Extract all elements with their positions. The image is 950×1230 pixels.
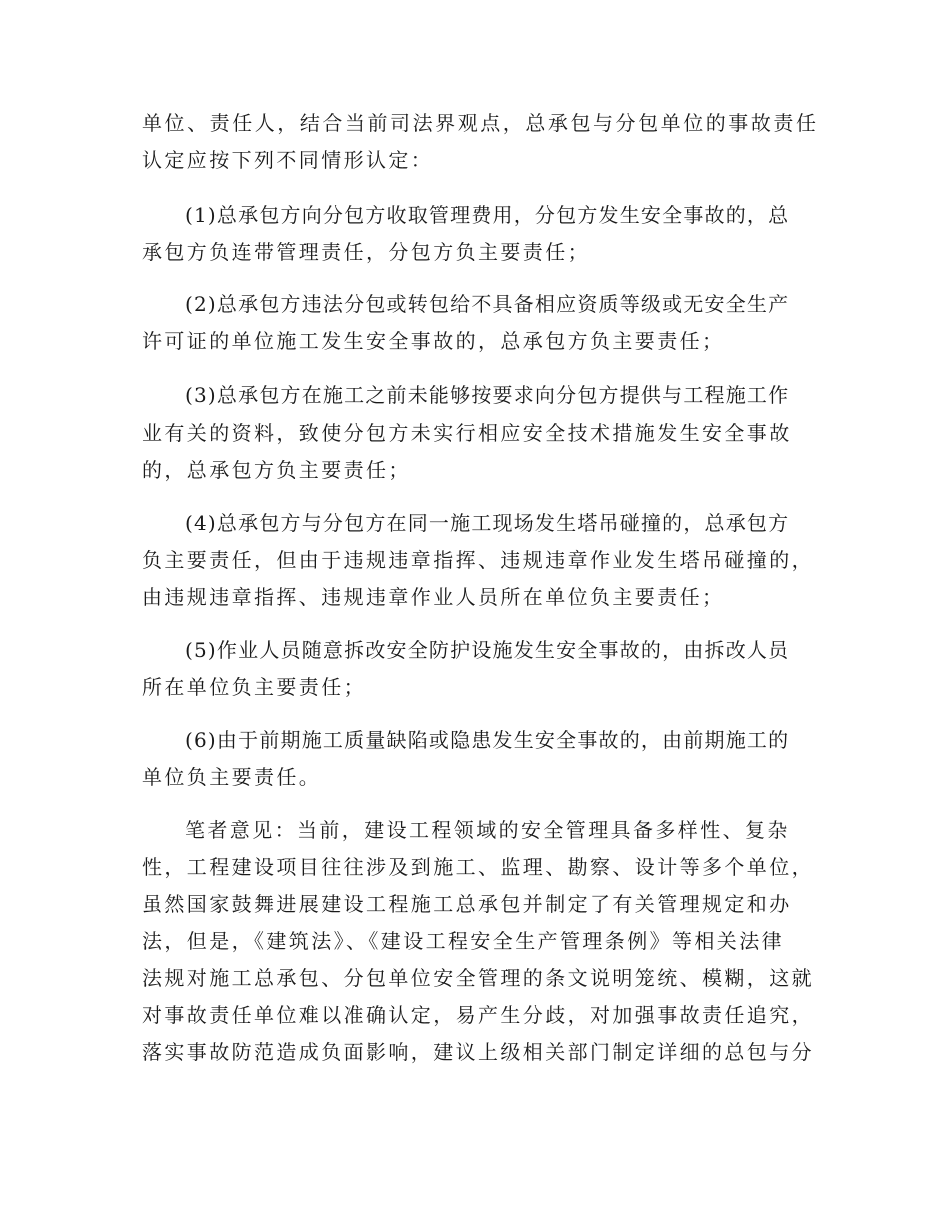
item-6-line-2: 单位负主要责任。 bbox=[142, 765, 322, 789]
item-5-line-1: (5)作业人员随意拆改安全防护设施发生安全事故的，由拆改人员 bbox=[185, 638, 790, 662]
intro-line-2: 认定应按下列不同情形认定： bbox=[142, 148, 434, 172]
item-1-line-1: (1)总承包方向分包方收取管理费用，分包方发生安全事故的，总 bbox=[185, 203, 790, 227]
opinion-line-1: 笔者意见：当前，建设工程领域的安全管理具备多样性、复杂 bbox=[185, 818, 790, 842]
item-3-line-2: 业有关的资料，致使分包方未实行相应安全技术措施发生安全事故 bbox=[142, 421, 792, 445]
item-4-line-1: (4)总承包方与分包方在同一施工现场发生塔吊碰撞的，总承包方 bbox=[185, 511, 790, 535]
opinion-line-7: 落实事故防范造成负面影响，建议上级相关部门制定详细的总包与分 bbox=[142, 1040, 814, 1064]
opinion-line-3: 虽然国家鼓舞进展建设工程施工总承包并制定了有关管理规定和办 bbox=[142, 892, 792, 916]
opinion-line-4: 法，但是，《建筑法》、《建设工程安全生产管理条例》等相关法律 bbox=[142, 929, 784, 953]
item-1-line-2: 承包方负连带管理责任，分包方负主要责任； bbox=[142, 240, 590, 264]
item-3-line-3: 的，总承包方负主要责任； bbox=[142, 458, 411, 482]
item-6-line-1: (6)由于前期施工质量缺陷或隐患发生安全事故的，由前期施工的 bbox=[185, 728, 790, 752]
opinion-line-6: 对事故责任单位难以准确认定，易产生分歧，对加强事故责任追究， bbox=[142, 1003, 814, 1027]
item-2-line-2: 许可证的单位施工发生安全事故的，总承包方负主要责任； bbox=[142, 329, 725, 353]
intro-line-1: 单位、责任人，结合当前司法界观点，总承包与分包单位的事故责任 bbox=[142, 111, 819, 135]
item-4-line-2: 负主要责任，但由于违规违章指挥、违规违章作业发生塔吊碰撞的， bbox=[142, 548, 814, 572]
item-5-line-2: 所在单位负主要责任； bbox=[142, 675, 366, 699]
item-4-line-3: 由违规违章指挥、违规违章作业人员所在单位负主要责任； bbox=[142, 585, 725, 609]
opinion-line-5: 法规对施工总承包、分包单位安全管理的条文说明笼统、模糊，这就 bbox=[142, 966, 814, 990]
item-2-line-1: (2)总承包方违法分包或转包给不具备相应资质等级或无安全生产 bbox=[185, 292, 790, 316]
item-3-line-1: (3)总承包方在施工之前未能够按要求向分包方提供与工程施工作 bbox=[185, 383, 790, 407]
opinion-line-2: 性，工程建设项目往往涉及到施工、监理、勘察、设计等多个单位， bbox=[142, 855, 814, 879]
